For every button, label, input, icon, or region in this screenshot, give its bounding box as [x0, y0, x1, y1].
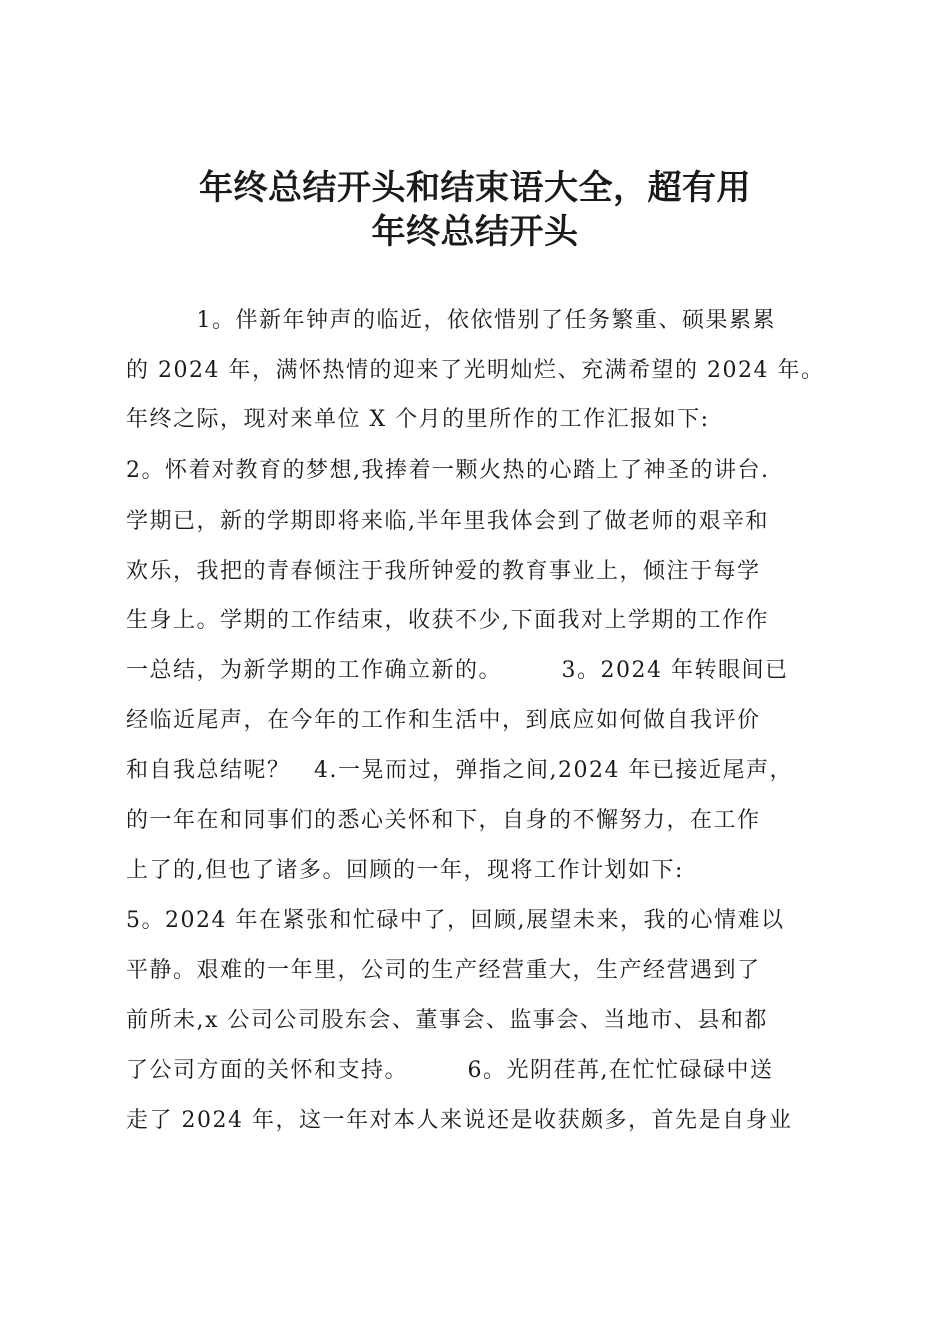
- body-line: 生身上。学期的工作结束，收获不少,下面我对上学期的工作作: [126, 608, 769, 633]
- document-title: 年终总结开头和结束语大全，超有用: [199, 168, 751, 208]
- body-line: 走了 2024 年，这一年对本人来说还是收获颇多，首先是自身业: [126, 1108, 793, 1133]
- body-line: 经临近尾声，在今年的工作和生活中，到底应如何做自我评价: [126, 708, 761, 733]
- body-line: 学期已，新的学期即将来临,半年里我体会到了做老师的艰辛和: [126, 509, 769, 534]
- body-line: 和自我总结呢？ 4.一晃而过，弹指之间,2024 年已接近尾声，: [126, 758, 793, 783]
- body-line: 一总结，为新学期的工作确立新的。 3。2024 年转眼间已: [126, 658, 789, 683]
- body-line: 2。怀着对教育的梦想,我捧着一颗火热的心踏上了神圣的讲台.: [126, 458, 770, 483]
- section-heading: 年终总结开头: [371, 212, 579, 252]
- body-line: 上了的,但也了诸多。回顾的一年，现将工作计划如下:: [126, 858, 684, 883]
- body-line: 前所未,x 公司公司股东会、董事会、监事会、当地市、县和都: [126, 1008, 768, 1033]
- body-line: 的 2024 年，满怀热情的迎来了光明灿烂、充满希望的 2024 年。: [126, 358, 825, 383]
- body-line: 年终之际，现对来单位 X 个月的里所作的工作汇报如下:: [126, 407, 710, 432]
- body-line: 欢乐，我把的青春倾注于我所钟爱的教育事业上，倾注于每学: [126, 559, 761, 584]
- body-line: 平静。艰难的一年里，公司的生产经营重大，生产经营遇到了: [126, 958, 761, 983]
- body-line: 了公司方面的关怀和支持。 6。光阴荏苒,在忙忙碌碌中送: [126, 1058, 774, 1083]
- body-line: 1。伴新年钟声的临近，依依惜别了任务繁重、硕果累累: [126, 308, 776, 333]
- body-line: 5。2024 年在紧张和忙碌中了，回顾,展望未来，我的心情难以: [126, 908, 785, 933]
- body-line: 的一年在和同事们的悉心关怀和下，自身的不懈努力，在工作: [126, 808, 761, 833]
